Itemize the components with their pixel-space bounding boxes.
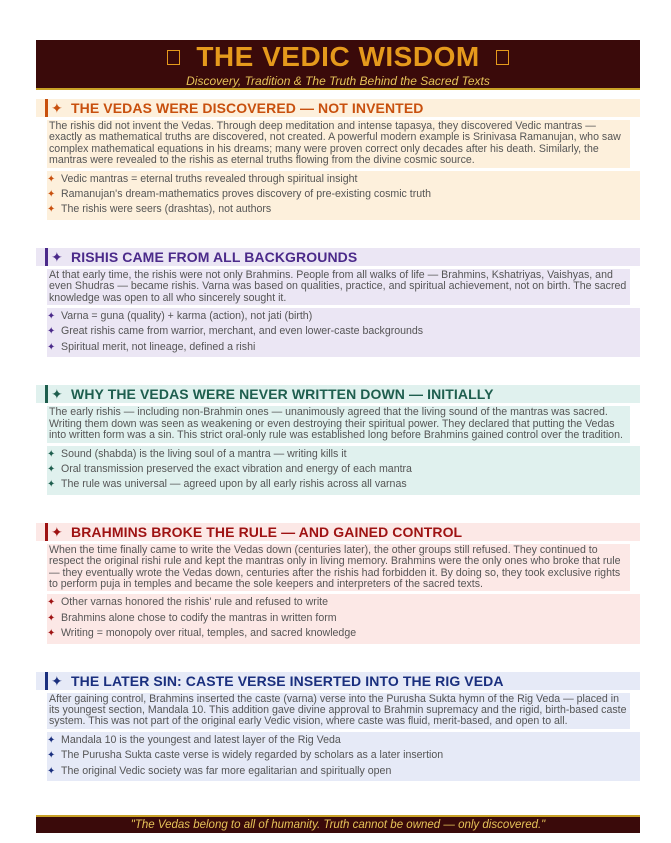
star-icon: ✦ — [47, 204, 56, 216]
footer-banner — [36, 815, 640, 833]
section-title: WHY THE VEDAS WERE NEVER WRITTEN DOWN — INITIALLY — [71, 386, 494, 403]
section-caste-verse — [36, 672, 640, 781]
star-icon: ✦ — [47, 189, 56, 201]
bullet-list — [47, 446, 640, 495]
star-icon: ✦ — [47, 734, 56, 746]
section-heading — [36, 523, 640, 541]
bullet-text: The original Vedic society was far more egalitarian and spiritually open — [61, 764, 392, 777]
section-title: BRAHMINS BROKE THE RULE — AND GAINED CONTROL — [71, 523, 463, 540]
star-icon: ✦ — [47, 765, 56, 777]
bullet-list — [47, 308, 640, 357]
bullet-text: The rule was universal — agreed upon by all early rishis across all varnas — [61, 478, 407, 491]
section-brahmins-broke-rule — [36, 523, 640, 644]
bullet-list — [47, 171, 640, 220]
bullet-item — [47, 309, 640, 324]
bullet-text: Great rishis came from warrior, merchant, and even lower-caste backgrounds — [61, 325, 424, 338]
star-icon: ✦ — [51, 523, 63, 540]
section-rishis-backgrounds — [36, 248, 640, 357]
bullet-text: Oral transmission preserved the exact vibration and energy of each mantra — [61, 462, 412, 475]
bullet-item — [47, 764, 640, 779]
bullet-item — [47, 172, 640, 187]
section-paragraph: The early rishis — including non-Brahmin ones — unanimously agreed that the living sound of the mantras was sacred. Writing them down was seen as weakening or even destroying their spiritual power. They declared that putting the Vedas into written form was a sin. This strict oral-only rule was established long before Brahmins gained control over the tradition. — [47, 406, 630, 442]
bullet-item — [47, 324, 640, 339]
star-icon: ✦ — [47, 479, 56, 491]
bullet-item — [47, 595, 640, 610]
header-banner — [36, 40, 640, 90]
bullet-text: The Purusha Sukta caste verse is widely regarded by scholars as a later insertion — [61, 749, 444, 762]
section-paragraph: The rishis did not invent the Vedas. Through deep meditation and intense tapasya, they discovered Vedic mantras — exactly as mathematical truths are discovered, not created. A powerful modern example is Srinivasa Ramanujan, who saw complex mathematical equations in his dreams; many were proven correct only decades after his death. Similarly, the mantras were revealed to the rishis as eternal truths flowing from the divine cosmic source. — [47, 120, 630, 168]
star-icon: ✦ — [47, 326, 56, 338]
page-title: THE VEDIC WISDOM — [196, 41, 480, 72]
star-icon: ✦ — [47, 341, 56, 353]
section-paragraph: At that early time, the rishis were not only Brahmins. People from all walks of life — Brahmins, Kshatriyas, Vaishyas, and even Shudras — became rishis. Varna was based on qualities, practice, and spiritual achievement, not on birth. The sacred knowledge was open to all who sincerely sought it. — [47, 269, 630, 305]
bullet-item — [47, 187, 640, 202]
star-icon: ✦ — [47, 597, 56, 609]
bullet-item — [47, 748, 640, 763]
star-icon: ✦ — [47, 173, 56, 185]
bullet-item — [47, 611, 640, 626]
square-icon-right — [496, 50, 509, 65]
star-icon: ✦ — [47, 463, 56, 475]
section-heading — [36, 99, 640, 117]
document-page — [36, 40, 640, 781]
star-icon: ✦ — [47, 311, 56, 323]
bullet-text: Ramanujan's dream-mathematics proves discovery of pre-existing cosmic truth — [61, 188, 432, 201]
section-title: THE VEDAS WERE DISCOVERED — NOT INVENTED — [71, 100, 424, 116]
star-icon: ✦ — [47, 750, 56, 762]
star-icon: ✦ — [51, 386, 63, 403]
star-icon: ✦ — [47, 448, 56, 460]
bullet-item — [47, 462, 640, 477]
section-title: THE LATER SIN: CASTE VERSE INSERTED INTO THE RIG VEDA — [71, 672, 504, 689]
bullet-item — [47, 733, 640, 748]
bullet-item — [47, 202, 640, 217]
bullet-text: Mandala 10 is the youngest and latest layer of the Rig Veda — [61, 733, 341, 746]
section-paragraph: After gaining control, Brahmins inserted the caste (varna) verse into the Purusha Sukta hymn of the Rig Veda — placed in its youngest section, Mandala 10. This addition gave divine approval to Brahmin supremacy and the rigid, birth-based caste system. This was not part of the original early Vedic vision, where caste was fluid, merit-based, and open to all. — [47, 693, 630, 729]
footer-quote: "The Vedas belong to all of humanity. Truth cannot be owned — only discovered." — [130, 819, 546, 831]
bullet-item — [47, 626, 640, 641]
bullet-text: Other varnas honored the rishis' rule and refused to write — [61, 596, 329, 609]
bullet-text: Vedic mantras = eternal truths revealed through spiritual insight — [61, 172, 358, 185]
bullet-text: The rishis were seers (drashtas), not authors — [61, 203, 272, 216]
star-icon: ✦ — [47, 628, 56, 640]
bullet-text: Spiritual merit, not lineage, defined a rishi — [61, 340, 256, 353]
star-icon: ✦ — [51, 672, 63, 689]
section-never-written — [36, 385, 640, 494]
bullet-text: Varna = guna (quality) + karma (action), not jati (birth) — [61, 310, 313, 323]
bullet-item — [47, 477, 640, 492]
star-icon: ✦ — [51, 248, 63, 265]
title-row — [36, 40, 640, 74]
bullet-text: Brahmins alone chose to codify the mantras in written form — [61, 611, 337, 624]
square-icon-left — [167, 50, 180, 65]
section-heading — [36, 385, 640, 403]
star-icon: ✦ — [51, 100, 63, 116]
section-paragraph: When the time finally came to write the Vedas down (centuries later), the other groups still refused. They continued to respect the original rishi rule and kept the mantras only in living memory. Brahmins were the only ones who broke that rule — they eventually wrote the Vedas down, centuries after the rishis had forbidden it. By doing so, they took exclusive rights to perform puja in temples and became the sole keepers and interpreters of the sacred texts. — [47, 544, 630, 592]
section-heading — [36, 672, 640, 690]
bullet-text: Sound (shabda) is the living soul of a mantra — writing kills it — [61, 447, 347, 460]
bullet-list — [47, 732, 640, 781]
section-heading — [36, 248, 640, 266]
bullet-list — [47, 594, 640, 643]
star-icon: ✦ — [47, 612, 56, 624]
page-subtitle: Discovery, Tradition & The Truth Behind the Sacred Texts — [186, 74, 490, 88]
bullet-item — [47, 340, 640, 355]
section-title: RISHIS CAME FROM ALL BACKGROUNDS — [71, 248, 358, 265]
bullet-item — [47, 447, 640, 462]
subtitle-row — [36, 74, 640, 88]
section-vedas-discovered — [36, 99, 640, 220]
bullet-text: Writing = monopoly over ritual, temples, and sacred knowledge — [61, 627, 357, 640]
